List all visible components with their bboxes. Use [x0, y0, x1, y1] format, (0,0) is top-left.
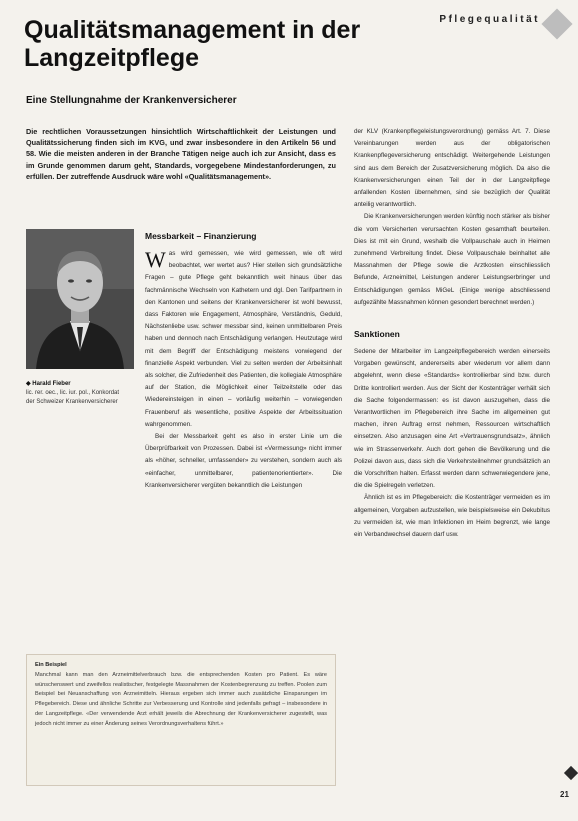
paragraph-text: as wird gemessen, wie wird gemessen, wie oft wird beobachtet, wer wertet aus? Hier stellen sich grundsätzliche Fragen – gute Pflege geht bekanntlich weit hinaus über das fachmännische Wechseln von Kathetern und dgl. Den Tarifpartnern in den Kantonen und seitens der Krankenversicherer ist wohl bewusst, dass Faktoren wie Engagement, Atmosphäre, Verständnis, Geduld, Nächstenliebe usw. schwer messbar sind, keinen unmittelbaren Preis haben und dennoch nach Entschädigung verlangen. Heutzutage wird mit dem Begriff der Entschädigung meistens vorwiegend der finanzielle Aspekt verbunden. Viel zu selten werden der Arbeitsinhalt als solcher, die Zufriedenheit des Patienten, die kollegiale Atmosphäre auf der Station, die Möglichkeit einer Teilzeitstelle oder das Wiedereinsteigen in einen – vorläufig weiterhin – vorwiegenden Frauenberuf als wesentliche, positive Aspekte der Arbeitssituation wahrgenommen. — [145, 250, 342, 428]
spacer — [354, 309, 550, 329]
example-box — [26, 654, 336, 786]
article-title: Qualitätsmanagement in der Langzeitpflege — [24, 16, 361, 72]
author-portrait — [26, 229, 134, 369]
heading-sanktionen: Sanktionen — [354, 329, 400, 340]
lead-paragraph: Die rechtlichen Voraussetzungen hinsichtlich Wirtschaftlichkeit der Leistungen und Qualitätssicherung finden sich im KVG, und zwar insbesondere in den Artikeln 56 und 58. Wie die meisten anderen in der Branche Tätigen neige auch ich zur Ansicht, dass es im Grunde genommen darum geht, Standards, vorgegebene Mindestanforderungen, zu erfüllen. Der zutreffende Ausdruck wäre wohl «Qualitätsmanagement». — [26, 127, 336, 181]
example-box-title: Ein Beispiel — [35, 662, 67, 668]
example-box-text: Manchmal kann man den Arzneimittelverbrauch bzw. die entsprechenden Kosten pro Patient. Es wäre wünschenswert und zweifellos realistischer, festgelegte Massnahmen der Kostenbegrenzung zu treffen. Poolen zum Beispiel bei Neuanschaffung von Arzneimitteln. Hieraus ergeben sich immer auch zusätzliche Einsparungen im Pflegebereich. Diese und ähnliche Schritte zur Verbesserung und Kontrolle sind jedenfalls gefragt – insbesondere in der Langzeitpflege. «Der verwendende Arzt erhält jeweils die Abrechnung der Krankenversicherer zugestellt, was jedoch nicht immer zu einer Änderung seines Verordnungsverhaltens führt.» — [35, 671, 327, 727]
author-name: ◆ Harald Fieber — [26, 380, 126, 389]
page-number: 21 — [560, 790, 569, 799]
diamond-ornament-icon — [541, 8, 572, 39]
author-credentials: lic. rer. oec., lic. iur. pol., Konkordat der Schweizer Krankenversicherer — [26, 390, 120, 405]
paragraph: Bei der Messbarkeit geht es also in erster Linie um die Überprüfbarkeit von Prozessen. Dabei ist «Vermessung» nicht immer als «höher, schneller, umfassender» zu verstehen, sondern auch als «einfacher, unmittelbarer, patientenorientierter». Die Krankenversicherer vergüten bekanntlich die Leistungen — [145, 433, 342, 489]
column-middle — [145, 231, 342, 492]
end-marker-icon — [564, 766, 578, 780]
portrait-caption — [26, 380, 126, 407]
article-subtitle: Eine Stellungnahme der Krankenversicherer — [26, 95, 237, 106]
paragraph: Sedene der Mitarbeiter im Langzeitpflegebereich werden einerseits Vorgaben gewünscht, andererseits aber wiederum vor allem dann abgelehnt, wenn diese «Standards» kontrollierbar sind bzw. durch Dritte kontrolliert werden. Aus der Sicht der Kostenträger verhält sich die Sache folgendermassen: es ist davon auszugehen, dass die Verantwortlichen im Pflegebereich ihre Sache im allgemeinen gut machen, ihren Auftrag ernst nehmen, Ressourcen wirtschaftlich einsetzen. Also anzusagen eine Art «Vertrauensgrundsatz», ähnlich wie im Strassenverkehr. Auch dort gehen die Bevölkerung und die Polizei davon aus, dass sich die Verkehrsteilnehmer grundsätzlich an die Vorschriften halten. Erfasst werden dann schwerwiegendere jene, die die Spielregeln verletzen. — [354, 348, 550, 490]
paragraph — [145, 248, 342, 431]
column-right — [354, 126, 550, 541]
paragraph: Ähnlich ist es im Pflegebereich: die Kostenträger vermeiden es im allgemeinen, Vorgaben aufzustellen, wie beispielsweise ein Dekubitus zu vermeiden ist, wie man Infektionen im Heim begrenzt, wie lange ein Verbandwechsel dauern darf usw. — [354, 494, 550, 539]
section-label: Pflegequalität — [439, 14, 540, 25]
heading-messbarkeit: Messbarkeit – Finanzierung — [145, 231, 257, 241]
paragraph: der KLV (Krankenpflegeleistungsverordnung) gemäss Art. 7. Diese Vereinbarungen werden aus der obligatorischen Krankenpflegeversicherung entschädigt. Weitergehende Leistungen sind aus dem Bereich der Zusatzversicherung möglich. Da also die Krankenversicherungen einen Teil der in der Langzeitpflege anfallenden Kosten übernehmen, sind sie bezüglich der Qualität anteilig verantwortlich. — [354, 128, 550, 209]
portrait-image — [26, 229, 134, 369]
drop-cap: W — [145, 247, 166, 272]
paragraph: Die Krankenversicherungen werden künftig noch stärker als bisher die vom Versicherten verursachten Kosten gesamthaft beurteilen. Dies ist mit ein Grund, weshalb die Vollpauschale auch in Heimen zunehmend Verbreitung findet. Diese Vollpauschale beinhaltet alle Massnahmen der Pflege sowie die Arztkosten einschliesslich Befunde, Arzneimittel, Leistungen anderer Leistungserbringer und Entschädigungen gemäss MiGeL (Einige wenige abschliessend aufgezählte Massnahmen können gesondert berechnet werden.) — [354, 213, 550, 306]
